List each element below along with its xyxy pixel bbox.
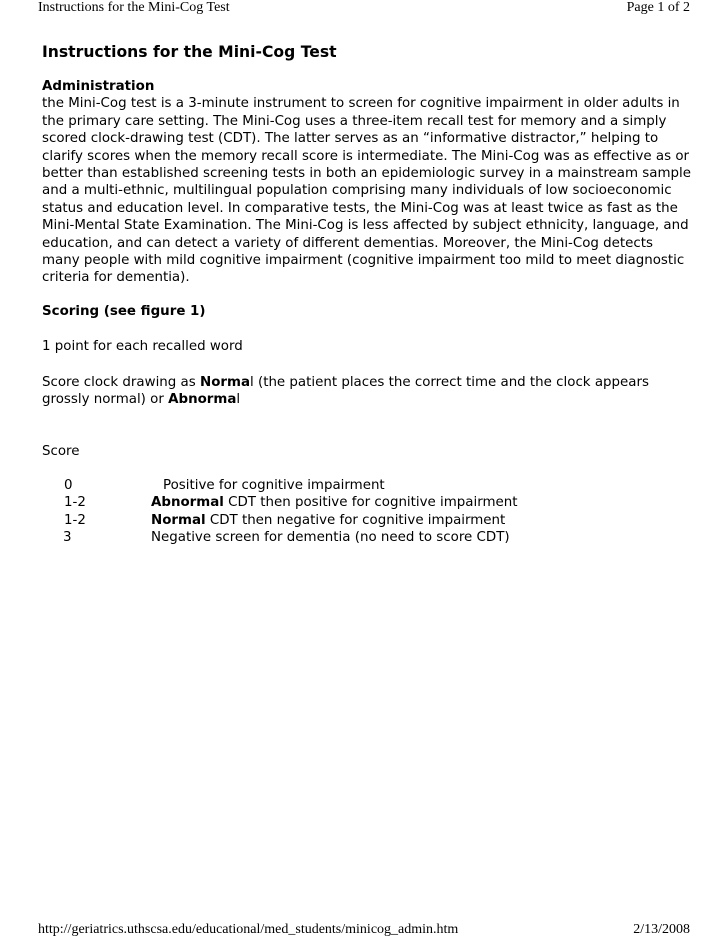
page-url: http://geriatrics.uthscsa.edu/educational/med_students/minicog_admin.htm bbox=[38, 922, 459, 937]
administration-text: the Mini-Cog test is a 3-minute instrument to screen for cognitive impairment in older adults in the primary care setting. The Mini-Cog uses a three-item recall test for memory and a simply scored clock-drawing test (CDT). The latter serves as an “informative distractor,” helping to clarify scores when the memory recall score is intermediate. The Mini-Cog was as effective as or better than established screening tests in both an epidemiologic survey in a mainstream sample and a multi-ethnic, multilingual population comprising many individuals of low socioeconomic status and education level. In comparative tests, the Mini-Cog was at least twice as fast as the Mini-Mental State Examination. The Mini-Cog is less affected by subject ethnicity, language, and education, and can detect a variety of different dementias. Moreover, the Mini-Cog detects many people with mild cognitive impairment (cognitive impairment too mild to meet diagnostic criteria for dementia). bbox=[42, 96, 691, 286]
normal-bold: Norma bbox=[199, 374, 250, 390]
score-description: Positive for cognitive impairment bbox=[163, 477, 385, 493]
score-description: Negative screen for dementia (no need to score CDT) bbox=[151, 530, 510, 546]
score-value: 1-2 bbox=[64, 495, 86, 511]
score-description: Abnormal CDT then positive for cognitive impairment bbox=[151, 495, 518, 511]
score-description: Normal CDT then negative for cognitive impairment bbox=[151, 512, 506, 528]
score-value: 3 bbox=[63, 530, 72, 546]
page-title: Instructions for the Mini-Cog Test bbox=[42, 43, 337, 61]
score-row bbox=[42, 529, 692, 546]
normal-rest: l bbox=[249, 374, 254, 390]
score-value: 0 bbox=[64, 477, 73, 493]
score-row bbox=[42, 512, 692, 529]
recall-scoring-line: 1 point for each recalled word bbox=[42, 339, 243, 355]
score-row bbox=[42, 494, 692, 511]
document-content bbox=[42, 42, 692, 546]
clock-middle: (the patient places the correct time and the clock appears grossly normal) or bbox=[42, 374, 649, 408]
scoring-heading: Scoring (see figure 1) bbox=[42, 303, 206, 319]
abnormal-bold: Abnorma bbox=[168, 392, 237, 408]
clock-scoring-text bbox=[42, 374, 692, 409]
clock-prefix: Score clock drawing as bbox=[42, 374, 200, 390]
abnormal-rest: l bbox=[236, 392, 241, 408]
print-header bbox=[38, 0, 690, 16]
print-header-title: Instructions for the Mini-Cog Test bbox=[38, 0, 230, 15]
print-footer bbox=[38, 922, 690, 938]
score-label: Score bbox=[42, 443, 80, 459]
page-number: Page 1 of 2 bbox=[626, 0, 690, 15]
score-table bbox=[42, 477, 692, 547]
score-row bbox=[42, 477, 692, 494]
print-date: 2/13/2008 bbox=[633, 922, 690, 937]
score-value: 1-2 bbox=[64, 512, 86, 528]
administration-heading: Administration bbox=[42, 79, 155, 94]
